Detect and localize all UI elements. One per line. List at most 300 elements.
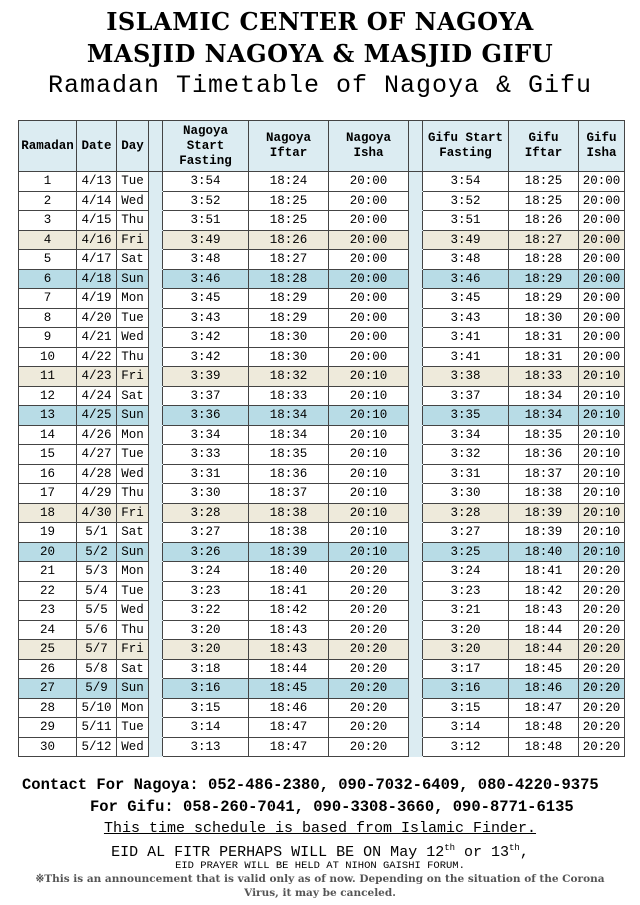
column-gap [149, 425, 163, 445]
cell-date: 4/27 [77, 445, 117, 465]
cell-ramadan: 9 [19, 328, 77, 348]
cell-nagoya-start: 3:20 [163, 640, 249, 660]
cell-ramadan: 11 [19, 367, 77, 387]
cell-gifu-isha: 20:10 [579, 484, 625, 504]
column-gap [149, 679, 163, 699]
column-gap [409, 581, 423, 601]
column-gap [149, 737, 163, 757]
cell-date: 5/5 [77, 601, 117, 621]
cell-day: Sun [117, 269, 149, 289]
cell-nagoya-iftar: 18:34 [249, 406, 329, 426]
cell-nagoya-isha: 20:20 [329, 698, 409, 718]
column-gap [409, 562, 423, 582]
cell-gifu-iftar: 18:34 [509, 386, 579, 406]
cell-date: 4/28 [77, 464, 117, 484]
cell-nagoya-iftar: 18:41 [249, 581, 329, 601]
cell-gifu-isha: 20:20 [579, 601, 625, 621]
table-row [19, 445, 625, 465]
column-header-gifu-start: Gifu Start Fasting [423, 121, 509, 172]
cell-date: 4/25 [77, 406, 117, 426]
cell-nagoya-start: 3:34 [163, 425, 249, 445]
cell-gifu-start: 3:14 [423, 718, 509, 738]
cell-date: 4/24 [77, 386, 117, 406]
cell-date: 4/13 [77, 172, 117, 192]
cell-ramadan: 17 [19, 484, 77, 504]
cell-nagoya-start: 3:36 [163, 406, 249, 426]
cell-nagoya-start: 3:26 [163, 542, 249, 562]
cell-date: 5/9 [77, 679, 117, 699]
cell-nagoya-start: 3:18 [163, 659, 249, 679]
cell-gifu-isha: 20:10 [579, 542, 625, 562]
cell-gifu-start: 3:46 [423, 269, 509, 289]
cell-nagoya-isha: 20:00 [329, 289, 409, 309]
cell-nagoya-iftar: 18:26 [249, 230, 329, 250]
column-header-nagoya-start: Nagoya Start Fasting [163, 121, 249, 172]
column-gap [149, 698, 163, 718]
table-row [19, 542, 625, 562]
cell-nagoya-isha: 20:00 [329, 211, 409, 231]
table-row [19, 679, 625, 699]
column-gap [149, 347, 163, 367]
cell-ramadan: 7 [19, 289, 77, 309]
cell-gifu-iftar: 18:34 [509, 406, 579, 426]
cell-gifu-iftar: 18:41 [509, 562, 579, 582]
cell-gifu-iftar: 18:25 [509, 172, 579, 192]
cell-day: Tue [117, 581, 149, 601]
cell-day: Sat [117, 386, 149, 406]
cell-nagoya-isha: 20:00 [329, 328, 409, 348]
cell-nagoya-start: 3:30 [163, 484, 249, 504]
column-gap [409, 737, 423, 757]
cell-gifu-isha: 20:20 [579, 698, 625, 718]
cell-gifu-iftar: 18:29 [509, 289, 579, 309]
cell-nagoya-iftar: 18:29 [249, 289, 329, 309]
cell-nagoya-start: 3:51 [163, 211, 249, 231]
cell-gifu-start: 3:41 [423, 347, 509, 367]
cell-date: 5/11 [77, 718, 117, 738]
eid-date-sup-2: th [509, 843, 520, 853]
cell-nagoya-isha: 20:00 [329, 269, 409, 289]
cell-gifu-iftar: 18:48 [509, 737, 579, 757]
cell-nagoya-isha: 20:00 [329, 308, 409, 328]
column-gap [149, 328, 163, 348]
cell-nagoya-isha: 20:20 [329, 718, 409, 738]
column-header-nagoya-iftar: Nagoya Iftar [249, 121, 329, 172]
cell-gifu-start: 3:20 [423, 620, 509, 640]
cell-gifu-iftar: 18:25 [509, 191, 579, 211]
cell-ramadan: 29 [19, 718, 77, 738]
cell-day: Sun [117, 679, 149, 699]
cell-day: Wed [117, 191, 149, 211]
column-gap [149, 191, 163, 211]
table-row [19, 172, 625, 192]
column-gap [409, 191, 423, 211]
eid-prayer-note: EID PRAYER WILL BE HELD AT NIHON GAISHI FORUM. [175, 860, 465, 872]
cell-gifu-isha: 20:00 [579, 172, 625, 192]
cell-nagoya-iftar: 18:24 [249, 172, 329, 192]
table-row [19, 737, 625, 757]
column-gap [409, 121, 423, 172]
cell-gifu-start: 3:24 [423, 562, 509, 582]
cell-nagoya-start: 3:49 [163, 230, 249, 250]
table-row [19, 308, 625, 328]
column-gap [149, 659, 163, 679]
table-row [19, 328, 625, 348]
cell-gifu-iftar: 18:35 [509, 425, 579, 445]
cell-nagoya-start: 3:42 [163, 328, 249, 348]
cell-ramadan: 5 [19, 250, 77, 270]
cell-gifu-iftar: 18:30 [509, 308, 579, 328]
table-row [19, 503, 625, 523]
cell-gifu-isha: 20:10 [579, 445, 625, 465]
table-row [19, 698, 625, 718]
cell-day: Thu [117, 211, 149, 231]
table-row [19, 347, 625, 367]
cell-gifu-iftar: 18:28 [509, 250, 579, 270]
contact-gifu: For Gifu: 058-260-7041, 090-3308-3660, 090-8771-6135 [90, 798, 574, 816]
cell-nagoya-start: 3:27 [163, 523, 249, 543]
cell-ramadan: 26 [19, 659, 77, 679]
column-gap [149, 640, 163, 660]
table-row [19, 191, 625, 211]
cell-day: Thu [117, 347, 149, 367]
cell-nagoya-start: 3:20 [163, 620, 249, 640]
cell-nagoya-isha: 20:10 [329, 386, 409, 406]
column-gap [149, 620, 163, 640]
column-gap [409, 230, 423, 250]
column-gap [149, 718, 163, 738]
cell-nagoya-start: 3:23 [163, 581, 249, 601]
cell-gifu-start: 3:48 [423, 250, 509, 270]
cell-nagoya-start: 3:14 [163, 718, 249, 738]
cell-gifu-start: 3:27 [423, 523, 509, 543]
column-gap [149, 445, 163, 465]
cell-gifu-iftar: 18:47 [509, 698, 579, 718]
table-row [19, 230, 625, 250]
cell-day: Wed [117, 328, 149, 348]
cell-gifu-isha: 20:00 [579, 191, 625, 211]
cell-nagoya-isha: 20:10 [329, 406, 409, 426]
cell-date: 5/12 [77, 737, 117, 757]
cell-day: Wed [117, 737, 149, 757]
cell-gifu-start: 3:34 [423, 425, 509, 445]
cell-nagoya-start: 3:42 [163, 347, 249, 367]
cell-day: Fri [117, 640, 149, 660]
cell-day: Fri [117, 503, 149, 523]
cell-date: 4/18 [77, 269, 117, 289]
column-gap [149, 562, 163, 582]
cell-date: 4/15 [77, 211, 117, 231]
cell-gifu-start: 3:45 [423, 289, 509, 309]
cell-day: Sat [117, 250, 149, 270]
cell-day: Thu [117, 620, 149, 640]
cell-gifu-iftar: 18:44 [509, 620, 579, 640]
eid-date-suffix: , [519, 844, 529, 861]
cell-gifu-iftar: 18:42 [509, 581, 579, 601]
cell-nagoya-start: 3:16 [163, 679, 249, 699]
cell-nagoya-iftar: 18:42 [249, 601, 329, 621]
source-note [0, 819, 640, 839]
table-row [19, 367, 625, 387]
column-gap [149, 523, 163, 543]
cell-nagoya-iftar: 18:28 [249, 269, 329, 289]
cell-gifu-isha: 20:10 [579, 523, 625, 543]
cell-nagoya-iftar: 18:43 [249, 620, 329, 640]
page-subtitle: MASJID NAGOYA & MASJID GIFU [86, 39, 554, 68]
column-gap [149, 289, 163, 309]
cell-nagoya-iftar: 18:30 [249, 328, 329, 348]
cell-gifu-start: 3:12 [423, 737, 509, 757]
cell-gifu-start: 3:54 [423, 172, 509, 192]
column-gap [149, 367, 163, 387]
table-header-row [19, 121, 625, 172]
cell-date: 4/30 [77, 503, 117, 523]
table-row [19, 211, 625, 231]
cell-gifu-start: 3:15 [423, 698, 509, 718]
cell-nagoya-start: 3:22 [163, 601, 249, 621]
cell-ramadan: 24 [19, 620, 77, 640]
cell-nagoya-start: 3:54 [163, 172, 249, 192]
cell-nagoya-isha: 20:10 [329, 503, 409, 523]
column-gap [409, 269, 423, 289]
cell-gifu-iftar: 18:36 [509, 445, 579, 465]
column-gap [149, 250, 163, 270]
cell-date: 4/26 [77, 425, 117, 445]
cell-date: 4/17 [77, 250, 117, 270]
cell-ramadan: 10 [19, 347, 77, 367]
contact-nagoya: Contact For Nagoya: 052-486-2380, 090-7032-6409, 080-4220-9375 [22, 776, 599, 794]
cell-gifu-iftar: 18:31 [509, 328, 579, 348]
column-gap [149, 269, 163, 289]
table-row [19, 269, 625, 289]
cell-nagoya-iftar: 18:33 [249, 386, 329, 406]
column-gap [409, 659, 423, 679]
cell-date: 5/10 [77, 698, 117, 718]
table-row [19, 464, 625, 484]
cell-nagoya-start: 3:43 [163, 308, 249, 328]
cell-date: 4/20 [77, 308, 117, 328]
cell-ramadan: 6 [19, 269, 77, 289]
cell-gifu-start: 3:35 [423, 406, 509, 426]
cell-day: Mon [117, 562, 149, 582]
cell-gifu-isha: 20:20 [579, 718, 625, 738]
cell-nagoya-isha: 20:20 [329, 601, 409, 621]
cell-day: Thu [117, 484, 149, 504]
cell-gifu-isha: 20:00 [579, 347, 625, 367]
cell-gifu-start: 3:49 [423, 230, 509, 250]
table-row [19, 425, 625, 445]
column-header-gifu-iftar: Gifu Iftar [509, 121, 579, 172]
table-row [19, 484, 625, 504]
cell-gifu-start: 3:32 [423, 445, 509, 465]
cell-date: 5/2 [77, 542, 117, 562]
cell-nagoya-isha: 20:10 [329, 367, 409, 387]
cell-gifu-start: 3:25 [423, 542, 509, 562]
cell-gifu-isha: 20:20 [579, 620, 625, 640]
column-gap [409, 406, 423, 426]
cell-nagoya-start: 3:33 [163, 445, 249, 465]
column-gap [149, 211, 163, 231]
cell-ramadan: 2 [19, 191, 77, 211]
cell-nagoya-iftar: 18:45 [249, 679, 329, 699]
cell-date: 5/7 [77, 640, 117, 660]
cell-day: Tue [117, 308, 149, 328]
cell-nagoya-isha: 20:00 [329, 172, 409, 192]
cell-gifu-isha: 20:20 [579, 562, 625, 582]
cell-date: 4/23 [77, 367, 117, 387]
cell-gifu-isha: 20:00 [579, 289, 625, 309]
column-gap [149, 121, 163, 172]
column-gap [409, 503, 423, 523]
cell-date: 4/22 [77, 347, 117, 367]
cell-day: Sun [117, 406, 149, 426]
cell-ramadan: 4 [19, 230, 77, 250]
column-gap [409, 542, 423, 562]
timetable-heading: Ramadan Timetable of Nagoya & Gifu [47, 71, 593, 100]
column-gap [409, 289, 423, 309]
cell-nagoya-start: 3:15 [163, 698, 249, 718]
cell-gifu-iftar: 18:26 [509, 211, 579, 231]
column-gap [409, 464, 423, 484]
cell-date: 5/6 [77, 620, 117, 640]
cell-nagoya-isha: 20:00 [329, 191, 409, 211]
cell-nagoya-isha: 20:10 [329, 542, 409, 562]
column-gap [149, 601, 163, 621]
cell-gifu-start: 3:31 [423, 464, 509, 484]
cell-gifu-isha: 20:00 [579, 328, 625, 348]
cell-nagoya-iftar: 18:43 [249, 640, 329, 660]
column-gap [409, 211, 423, 231]
cell-gifu-start: 3:38 [423, 367, 509, 387]
cell-day: Tue [117, 718, 149, 738]
column-header-nagoya-isha: Nagoya Isha [329, 121, 409, 172]
table-row [19, 640, 625, 660]
cell-nagoya-start: 3:39 [163, 367, 249, 387]
cell-nagoya-iftar: 18:25 [249, 191, 329, 211]
cell-gifu-start: 3:51 [423, 211, 509, 231]
cell-ramadan: 25 [19, 640, 77, 660]
column-gap [409, 250, 423, 270]
cell-gifu-isha: 20:10 [579, 503, 625, 523]
cell-gifu-iftar: 18:37 [509, 464, 579, 484]
column-header-gifu-isha: Gifu Isha [579, 121, 625, 172]
cell-ramadan: 20 [19, 542, 77, 562]
column-gap [149, 230, 163, 250]
cell-nagoya-start: 3:31 [163, 464, 249, 484]
cell-gifu-start: 3:52 [423, 191, 509, 211]
cell-gifu-isha: 20:20 [579, 581, 625, 601]
cell-day: Sat [117, 523, 149, 543]
cell-date: 4/16 [77, 230, 117, 250]
table-row [19, 386, 625, 406]
cell-gifu-isha: 20:00 [579, 308, 625, 328]
column-gap [409, 640, 423, 660]
eid-date-mid: or 13 [455, 844, 510, 861]
cell-gifu-start: 3:23 [423, 581, 509, 601]
cell-nagoya-iftar: 18:29 [249, 308, 329, 328]
cell-ramadan: 1 [19, 172, 77, 192]
cell-nagoya-isha: 20:20 [329, 659, 409, 679]
page-title: ISLAMIC CENTER OF NAGOYA [106, 7, 534, 36]
column-gap [409, 347, 423, 367]
cell-nagoya-isha: 20:20 [329, 679, 409, 699]
column-gap [409, 445, 423, 465]
cell-nagoya-iftar: 18:35 [249, 445, 329, 465]
column-gap [149, 484, 163, 504]
column-header-ramadan: Ramadan [19, 121, 77, 172]
table-row [19, 523, 625, 543]
cell-nagoya-iftar: 18:47 [249, 718, 329, 738]
cell-nagoya-start: 3:52 [163, 191, 249, 211]
cell-ramadan: 30 [19, 737, 77, 757]
cell-nagoya-start: 3:24 [163, 562, 249, 582]
cell-date: 4/14 [77, 191, 117, 211]
source-note-text: This time schedule is based from Islamic Finder. [103, 820, 537, 837]
cell-ramadan: 15 [19, 445, 77, 465]
cell-nagoya-start: 3:37 [163, 386, 249, 406]
cell-day: Fri [117, 230, 149, 250]
cell-nagoya-iftar: 18:30 [249, 347, 329, 367]
cell-day: Mon [117, 698, 149, 718]
cell-gifu-isha: 20:00 [579, 269, 625, 289]
column-header-date: Date [77, 121, 117, 172]
column-gap [149, 542, 163, 562]
cell-ramadan: 14 [19, 425, 77, 445]
cell-gifu-isha: 20:20 [579, 737, 625, 757]
column-gap [409, 425, 423, 445]
column-gap [149, 581, 163, 601]
eid-date-prefix: EID AL FITR PERHAPS WILL BE ON May 12 [111, 844, 445, 861]
cell-gifu-start: 3:21 [423, 601, 509, 621]
cell-nagoya-isha: 20:10 [329, 464, 409, 484]
cell-nagoya-iftar: 18:39 [249, 542, 329, 562]
table-row [19, 250, 625, 270]
table-row [19, 620, 625, 640]
cell-nagoya-iftar: 18:27 [249, 250, 329, 270]
column-gap [149, 503, 163, 523]
column-header-day: Day [117, 121, 149, 172]
column-gap [149, 464, 163, 484]
column-gap [149, 406, 163, 426]
table-row [19, 581, 625, 601]
cell-gifu-iftar: 18:31 [509, 347, 579, 367]
column-gap [409, 386, 423, 406]
cell-ramadan: 28 [19, 698, 77, 718]
cell-date: 5/1 [77, 523, 117, 543]
cell-nagoya-start: 3:48 [163, 250, 249, 270]
cell-nagoya-iftar: 18:40 [249, 562, 329, 582]
cell-day: Fri [117, 367, 149, 387]
column-gap [409, 620, 423, 640]
cell-nagoya-iftar: 18:47 [249, 737, 329, 757]
cell-nagoya-iftar: 18:34 [249, 425, 329, 445]
cell-nagoya-iftar: 18:37 [249, 484, 329, 504]
cell-gifu-iftar: 18:44 [509, 640, 579, 660]
table-row [19, 562, 625, 582]
column-gap [409, 718, 423, 738]
cell-nagoya-isha: 20:10 [329, 425, 409, 445]
cell-ramadan: 3 [19, 211, 77, 231]
cell-gifu-iftar: 18:39 [509, 523, 579, 543]
cell-gifu-iftar: 18:29 [509, 269, 579, 289]
cell-gifu-iftar: 18:48 [509, 718, 579, 738]
cell-date: 5/3 [77, 562, 117, 582]
cell-nagoya-iftar: 18:44 [249, 659, 329, 679]
cell-gifu-isha: 20:20 [579, 640, 625, 660]
cell-gifu-start: 3:20 [423, 640, 509, 660]
cell-ramadan: 19 [19, 523, 77, 543]
cell-nagoya-start: 3:28 [163, 503, 249, 523]
